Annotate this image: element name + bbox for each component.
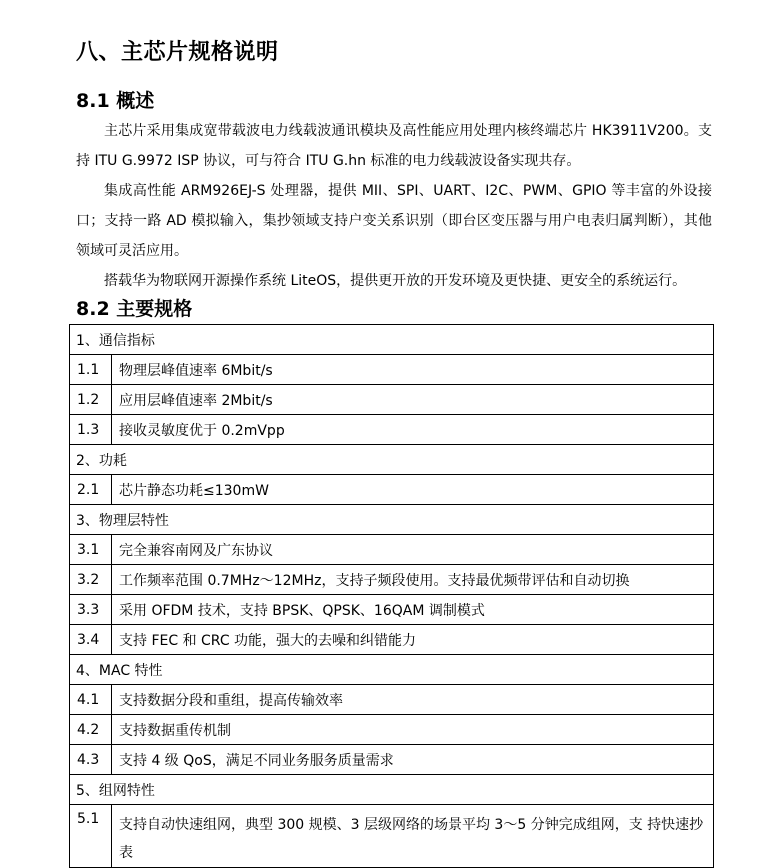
specs-title: 8.2 主要规格: [76, 298, 193, 320]
spec-text: 采用 OFDM 技术，支持 BPSK、QPSK、16QAM 调制模式: [112, 595, 714, 625]
spec-text: 芯片静态功耗≤130mW: [112, 475, 714, 505]
spec-text: 物理层峰值速率 6Mbit/s: [112, 355, 714, 385]
page-heading: 八、主芯片规格说明: [76, 40, 279, 65]
spec-number: 2.1: [70, 475, 112, 505]
spec-text: 支持 4 级 QoS，满足不同业务服务质量需求: [112, 745, 714, 775]
spec-table: [69, 324, 714, 868]
section-row: [70, 445, 714, 475]
overview-paragraph-2: 集成高性能 ARM926EJ-S 处理器，提供 MII、SPI、UART、I2C、PWM、GPIO 等丰富的外设接口；支持一路 AD 模拟输入，集抄领域支持户变关系识别（即台区变压器与用户电表归属判断），其他领域可灵活应用。: [76, 183, 712, 259]
spec-text: 支持自动快速组网，典型 300 规模、3 层级网络的场景平均 3～5 分钟完成组网，支 持快速抄表: [112, 805, 714, 868]
spec-number: 4.1: [70, 685, 112, 715]
spec-row: [70, 415, 714, 445]
spec-row: [70, 805, 714, 868]
spec-number: 1.1: [70, 355, 112, 385]
spec-row: [70, 685, 714, 715]
section-row: [70, 655, 714, 685]
spec-text: 完全兼容南网及广东协议: [112, 535, 714, 565]
section-title: 5、组网特性: [70, 775, 714, 805]
spec-text: 支持数据分段和重组，提高传输效率: [112, 685, 714, 715]
spec-number: 1.3: [70, 415, 112, 445]
spec-text: 工作频率范围 0.7MHz～12MHz，支持子频段使用。支持最优频带评估和自动切换: [112, 565, 714, 595]
spec-number: 3.1: [70, 535, 112, 565]
spec-text: 接收灵敏度优于 0.2mVpp: [112, 415, 714, 445]
spec-number: 3.4: [70, 625, 112, 655]
spec-row: [70, 565, 714, 595]
spec-row: [70, 715, 714, 745]
spec-row: [70, 595, 714, 625]
spec-row: [70, 475, 714, 505]
spec-row: [70, 385, 714, 415]
overview-title: 8.1 概述: [76, 90, 155, 112]
spec-row: [70, 355, 714, 385]
spec-number: 4.2: [70, 715, 112, 745]
section-title: 2、功耗: [70, 445, 714, 475]
section-title: 1、通信指标: [70, 325, 714, 355]
section-title: 3、物理层特性: [70, 505, 714, 535]
spec-row: [70, 535, 714, 565]
spec-number: 4.3: [70, 745, 112, 775]
spec-text: 支持数据重传机制: [112, 715, 714, 745]
spec-number: 3.3: [70, 595, 112, 625]
spec-text: 支持 FEC 和 CRC 功能，强大的去噪和纠错能力: [112, 625, 714, 655]
spec-row: [70, 745, 714, 775]
overview-paragraph-1: 主芯片采用集成宽带载波电力线载波通讯模块及高性能应用处理内核终端芯片 HK3911V200。支持 ITU G.9972 ISP 协议，可与符合 ITU G.hn 标准的电力线载波设备实现共存。: [76, 123, 712, 169]
spec-number: 3.2: [70, 565, 112, 595]
spec-row: [70, 625, 714, 655]
section-row: [70, 325, 714, 355]
spec-text: 应用层峰值速率 2Mbit/s: [112, 385, 714, 415]
section-title: 4、MAC 特性: [70, 655, 714, 685]
section-row: [70, 505, 714, 535]
overview-paragraph-3: 搭载华为物联网开源操作系统 LiteOS，提供更开放的开发环境及更快捷、更安全的系统运行。: [104, 273, 687, 289]
spec-number: 1.2: [70, 385, 112, 415]
section-row: [70, 775, 714, 805]
spec-number: 5.1: [70, 805, 112, 868]
